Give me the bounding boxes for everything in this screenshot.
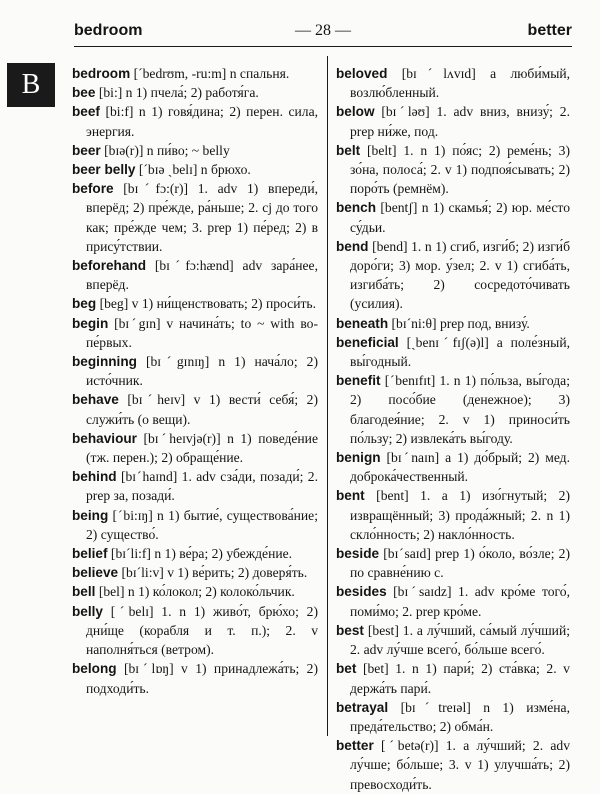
entry-headword: bee [72,85,96,101]
entry-headword: beforehand [72,258,147,274]
entry-headword: belt [336,142,361,158]
letter-tab: B [7,63,55,107]
entry-definition: [bɪˊfɔ:(r)] 1. adv 1) впереди́, вперёд; 2) пре́жде, ра́ньше; 2. cj до того как; пре́жде чем; 3. prep 1) пе́ред; 2) в прису́тствии. [86,181,319,254]
entry-definition: [ˊbelɪ] 1. n 1) живо́т, брю́хо; 2) дни́ще (корабля и т. п.); 2. v наполня́ться (ветром). [86,603,318,658]
dictionary-entry [72,506,318,544]
entry-definition: [bɪˊni:θ] prep под, внизу́. [391,315,530,331]
dictionary-entry [72,563,318,582]
dictionary-entry [336,736,570,794]
dictionary-entry [72,83,318,102]
entry-definition: [bent] 1. a 1) изо́гнутый; 2) извращённый; 3) прода́жный; 2. n 1) скло́нность; 2) накло́нность. [350,488,570,542]
entry-headword: bell [72,584,96,600]
entry-headword: best [336,622,364,638]
dictionary-entry [336,141,570,199]
dictionary-entry [336,64,570,102]
dictionary-entry [72,64,318,83]
entry-definition: [bɪˊlʌvɪd] a люби́мый, возлю́бленный. [350,66,571,101]
dictionary-entry [336,486,570,544]
entry-definition: [ˏbenɪˊfɪʃ(ə)l] a поле́зный, вы́годный. [350,334,570,370]
dictionary-entry [72,256,318,294]
dictionary-entry [72,294,318,313]
entry-headword: benefit [336,373,381,389]
header-rule [74,46,572,47]
dictionary-entry [72,352,318,390]
entry-definition: [bɪˊli:v] v 1) ве́рить; 2) доверя́ть. [121,565,308,581]
entry-definition: [ˊbedrʊm, -ru:m] n спальня. [133,66,290,81]
entry-headword: beloved [336,66,388,81]
entry-headword: beer belly [72,162,136,178]
entry-headword: belly [72,603,103,619]
entry-headword: bedroom [72,66,131,81]
entry-definition: [bɪˊli:f] n 1) ве́ра; 2) убежде́ние. [110,546,293,562]
entry-definition: [bɪˊheɪvjə(r)] n 1) поведе́ние (тж. перен.); 2) обраще́ние. [86,430,318,466]
entry-headword: beneficial [336,334,399,350]
dictionary-entry [72,179,318,256]
dictionary-entry [72,390,318,428]
entry-definition: [ˊbetə(r)] 1. a лу́чший; 2. adv лу́чше; бо́льше; 3. v 1) улучша́ть; 2) превосходи́ть. [350,738,570,792]
right-column [336,64,570,794]
dictionary-entry [336,582,570,620]
entry-headword: being [72,507,109,523]
dictionary-entry [336,198,570,236]
entry-headword: bench [336,200,377,216]
entry-definition: [ˊbɪə ˏbelɪ] n брюхо. [138,162,251,178]
dictionary-entry [336,333,570,371]
dictionary-entry [336,314,570,333]
dictionary-entry [72,429,318,467]
entry-headword: behaviour [72,430,137,446]
dictionary-entry [72,602,318,660]
dictionary-entry [72,582,318,601]
entry-definition: [bɪˊtreɪəl] n 1) изме́на, преда́тельство; 2) обма́н. [350,699,570,734]
dictionary-entry [72,141,318,160]
entry-definition: [bɪə(r)] n пи́во; ~ belly [104,142,230,158]
entry-definition: [bel] n 1) ко́локол; 2) колоко́льчик. [98,584,295,600]
entry-definition: [ˊbenɪfɪt] 1. n 1) по́льза, вы́года; 2) посо́бие (денежное); 3) благодея́ние; 2. v 1) приноси́ть по́льзу; 2) извлека́ть вы́году. [350,373,570,446]
dictionary-entry [336,237,570,314]
dictionary-entry [336,659,570,697]
entry-headword: betrayal [336,699,389,715]
entry-definition: [bi:] n 1) пчела́; 2) работя́га. [98,85,259,101]
entry-definition: [bɪˊsaɪdz] 1. adv кро́ме того́, поми́мо; 2. prep кро́ме. [350,584,570,619]
entry-headword: beef [72,104,100,120]
dictionary-entry [336,621,570,659]
entry-headword: behave [72,392,119,408]
entry-definition: [best] 1. a лу́чший, са́мый лу́чший; 2. adv лу́чше всего́, бо́льше всего́. [350,622,570,658]
entry-headword: beneath [336,315,389,331]
entry-definition: [bɪˊsaɪd] prep 1) о́коло, во́зле; 2) по сравне́нию с. [350,546,570,581]
entry-definition: [belt] 1. n 1) по́яс; 2) реме́нь; 3) зо́на, полоса́; 2. v 1) подпоя́сывать; 2) поро́ть (ремнём). [350,142,570,197]
dictionary-entry [72,467,318,505]
dictionary-entry [72,659,318,697]
column-divider [327,56,328,736]
entry-headword: beside [336,546,380,562]
dictionary-entry [72,544,318,563]
entry-definition: [bet] 1. n 1) пари́; 2) ста́вка; 2. v держа́ть пари́. [350,661,570,696]
entry-headword: beg [72,296,97,312]
entry-headword: belief [72,546,108,562]
entry-definition: [bɪˊhaɪnd] 1. adv сза́ди, позади́; 2. prep за, позади́. [86,469,318,504]
entry-headword: bend [336,238,369,254]
dictionary-entry [72,160,318,179]
header-left-headword: bedroom [74,22,143,39]
dictionary-entry [336,102,570,140]
header-right-headword: better [527,22,572,39]
entry-headword: beginning [72,354,137,370]
entry-definition: [ˊbi:ɪŋ] n 1) бытие́, существова́ние; 2) существо́. [86,507,318,542]
left-column [72,64,318,698]
dictionary-entry [336,448,570,486]
entry-definition: [bɪˊheɪv] v 1) вести́ себя́; 2) служи́ть (о вещи). [86,392,318,427]
entry-headword: before [72,181,114,197]
entry-definition: [bentʃ] n 1) скамья́; 2) юр. ме́сто су́дьи. [350,200,570,235]
dictionary-entry [72,314,318,352]
entry-headword: benign [336,450,381,466]
entry-headword: bet [336,661,357,677]
dictionary-entry [336,371,570,448]
entry-definition: [bi:f] n 1) говя́дина; 2) перен. сила, энергия. [86,104,319,139]
entry-definition: [bɪˊfɔ:hænd] adv зара́нее, вперёд. [86,258,318,293]
entry-headword: behind [72,469,117,485]
entry-definition: [bend] 1. n 1) сгиб, изги́б; 2) изги́б доро́ги; 3) мор. у́зел; 2. v 1) сгиба́ть, изгиба́ть; 2) сосредото́чивать (усилия). [350,238,570,312]
entry-headword: below [336,104,375,120]
entry-headword: believe [72,565,119,581]
entry-headword: belong [72,661,117,677]
entry-headword: begin [72,315,109,331]
dictionary-entry [336,544,570,582]
entry-headword: beer [72,142,101,158]
entry-definition: [bɪˊgɪn] v начина́ть; to ~ with во-пе́рвых. [86,315,318,350]
entry-definition: [bɪˊnaɪn] a 1) до́брый; 2) мед. доброка́чественный. [350,450,570,485]
entry-definition: [bɪˊgɪnɪŋ] n 1) нача́ло; 2) исто́чник. [86,354,318,389]
entry-definition: [beg] v 1) ни́щенствовать; 2) проси́ть. [99,296,317,312]
entry-definition: [bɪˊləʊ] 1. adv вниз, внизу́; 2. prep ни́же, под. [350,104,570,139]
dictionary-entry [72,102,318,140]
entry-headword: better [336,738,374,754]
entry-definition: [bɪˊlɒŋ] v 1) принадлежа́ть; 2) подходи́ть. [86,661,318,696]
page-header [74,22,572,46]
entry-headword: bent [336,488,365,504]
dictionary-entry [336,698,570,736]
entry-headword: besides [336,584,387,600]
page-number: — 28 — [295,22,351,39]
